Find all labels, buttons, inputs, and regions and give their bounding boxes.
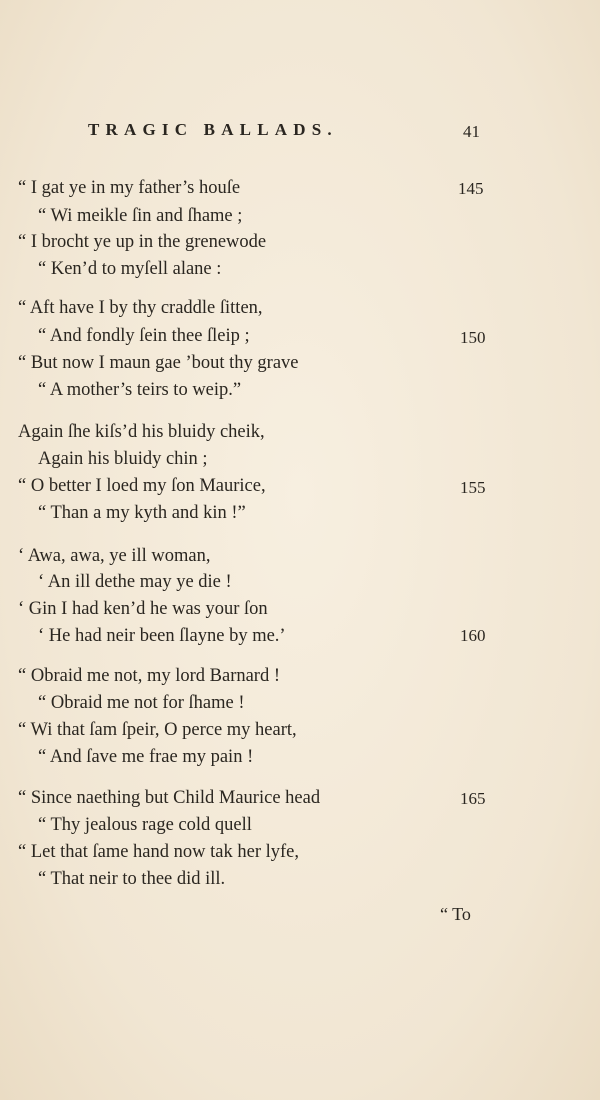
verse-line: Again his bluidy chin ; — [38, 449, 208, 469]
line-number: 155 — [460, 478, 486, 497]
line-number: 145 — [458, 179, 484, 198]
verse-line: ‘ He had neir been ſlayne by me.’ — [38, 626, 286, 646]
verse-line: “ O better I loed my ſon Maurice, — [18, 476, 266, 496]
catchword: “ To — [440, 904, 471, 924]
line-number: 160 — [460, 626, 486, 645]
verse-line: ‘ Awa, awa, ye ill woman, — [18, 546, 211, 566]
verse-line: “ Obraid me not, my lord Barnard ! — [18, 666, 281, 686]
verse-line: “ And ſave me frae my pain ! — [38, 747, 254, 767]
verse-line: Again ſhe kiſs’d his bluidy cheik, — [18, 422, 265, 442]
verse-line: “ Thy jealous rage cold quell — [38, 815, 252, 835]
verse-line: ‘ An ill dethe may ye die ! — [38, 572, 232, 592]
verse-line: “ That neir to thee did ill. — [38, 869, 226, 889]
verse-line: “ A mother’s teirs to weip.” — [38, 380, 242, 400]
running-title: TRAGIC BALLADS. — [88, 120, 338, 139]
page-number: 41 — [463, 122, 480, 141]
line-number: 165 — [460, 789, 486, 808]
verse-line: “ Aft have I by thy craddle ſitten, — [18, 298, 263, 318]
line-number: 150 — [460, 328, 486, 347]
verse-line: “ I brocht ye up in the grenewode — [18, 232, 267, 252]
verse-line: “ I gat ye in my father’s houſe — [18, 178, 241, 198]
verse-line: “ Obraid me not for ſhame ! — [38, 693, 245, 713]
verse-line: “ Since naething but Child Maurice head — [18, 788, 321, 808]
verse-line: “ Wi that ſam ſpeir, O perce my heart, — [18, 720, 297, 740]
page-header — [0, 120, 600, 146]
verse-line: “ And fondly ſein thee ſleip ; — [38, 326, 250, 346]
verse-line: “ Let that ſame hand now tak her lyfe, — [18, 842, 299, 862]
verse-line: ‘ Gin I had ken’d he was your ſon — [18, 599, 268, 619]
verse-line: “ But now I maun gae ’bout thy grave — [18, 353, 299, 373]
verse-line: “ Ken’d to myſell alane : — [38, 259, 222, 279]
verse-line: “ Than a my kyth and kin !” — [38, 503, 246, 523]
verse-line: “ Wi meikle ſin and ſhame ; — [38, 206, 243, 226]
